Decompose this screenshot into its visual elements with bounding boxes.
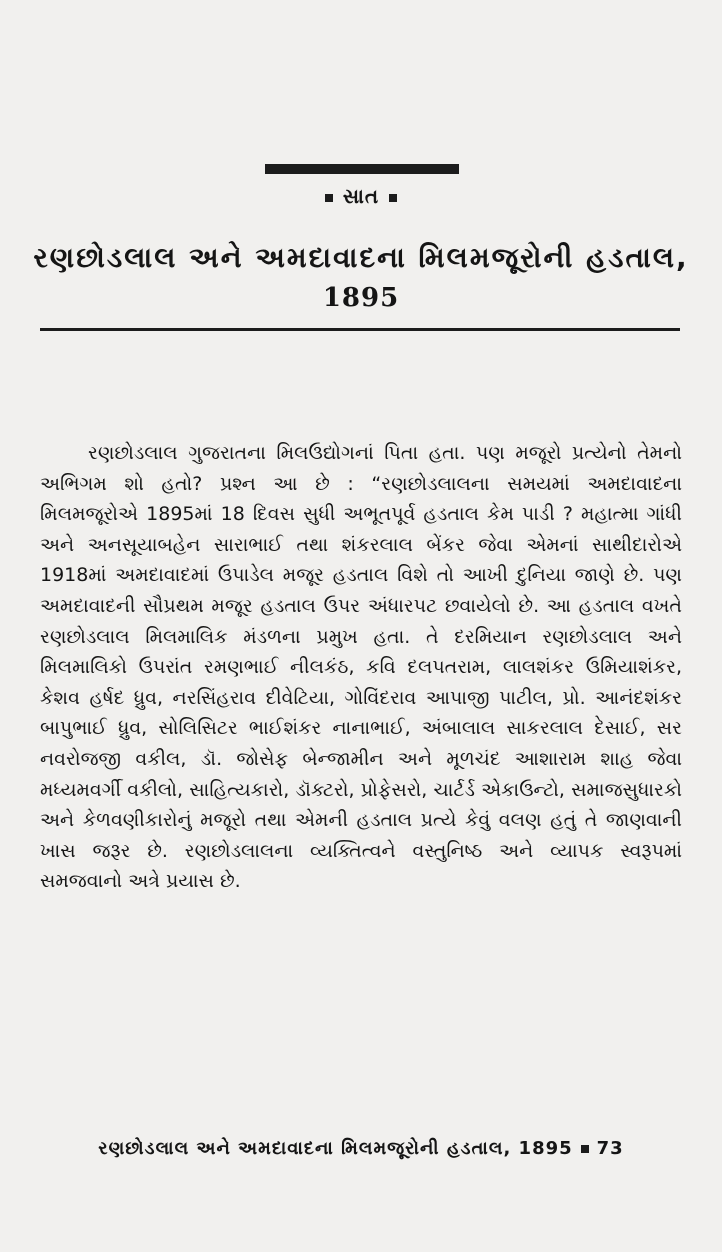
chapter-label <box>0 184 722 208</box>
chapter-title-year: 1895 <box>322 283 400 313</box>
page-footer <box>0 1138 722 1159</box>
square-bullet-icon <box>325 194 333 202</box>
body-text <box>40 438 682 897</box>
title-divider <box>40 328 680 331</box>
square-bullet-icon <box>581 1145 589 1153</box>
chapter-title-main: રણછોડલાલ અને અમદાવાદના મિલમજૂરોની હડતાલ, <box>33 241 689 274</box>
square-bullet-icon <box>389 194 397 202</box>
body-paragraph: રણછોડલાલ ગુજરાતના મિલઉદ્યોગનાં પિતા હતા. પણ મજૂરો પ્રત્યેનો તેમનો અભિગમ શો હતો? પ્રશ્ન આ છે : “રણછોડલાલના સમયમાં અમદાવાદના મિલમજૂરોએ 1895માં 18 દિવસ સુધી અભૂતપૂર્વ હડતાલ કેમ પાડી ? મહાત્મા ગાંધી અને અનસૂયાબહેન સારાભાઈ તથા શંકરલાલ બેંકર જેવા એમનાં સાથીદારોએ 1918માં અમદાવાદમાં ઉપાડેલ મજૂર હડતાલ વિશે તો આખી દુનિયા જાણે છે. પણ અમદાવાદની સૌપ્રથમ મજૂર હડતાલ ઉપર અંધારપટ છવાયેલો છે. આ હડતાલ વખતે રણછોડલાલ મિલમાલિક મંડળના પ્રમુખ હતા. તે દરમિયાન રણછોડલાલ અને મિલમાલિકો ઉપરાંત રમણભાઈ નીલકંઠ, કવિ દલપતરામ, લાલશંકર ઉમિયાશંકર, કેશવ હર્ષદ ધ્રુવ, નરસિંહરાવ દીવેટિયા, ગોવિંદરાવ આપાજી પાટીલ, પ્રો. આનંદશંકર બાપુભાઈ ધ્રુવ, સોલિસિટર ભાઈશંકર નાનાભાઈ, અંબાલાલ સાકરલાલ દેસાઈ, સર નવરોજજી વકીલ, ડૉ. જોસેફ બેન્જામીન અને મૂળચંદ આશારામ શાહ જેવા મધ્યમવર્ગી વકીલો, સાહિત્યકારો, ડૉક્ટરો, પ્રોફેસરો, ચાર્ટર્ડ એકાઉન્ટો, સમાજસુધારકો અને કેળવણીકારોનું મજૂરો તથા એમની હડતાલ પ્રત્યે કેવું વલણ હતું તે જાણવાની ખાસ જરૂર છે. રણછોડલાલના વ્યક્તિત્વને વસ્તુનિષ્ઠ અને વ્યાપક સ્વરૂપમાં સમજવાનો અત્રે પ્રયાસ છે. <box>40 442 682 893</box>
page-number: 73 <box>596 1138 624 1159</box>
chapter-number: સાત <box>342 184 380 208</box>
chapter-top-bar <box>265 164 459 174</box>
running-title: રણછોડલાલ અને અમદાવાદના મિલમજૂરોની હડતાલ, 1895 <box>98 1138 573 1159</box>
chapter-title <box>30 238 692 318</box>
